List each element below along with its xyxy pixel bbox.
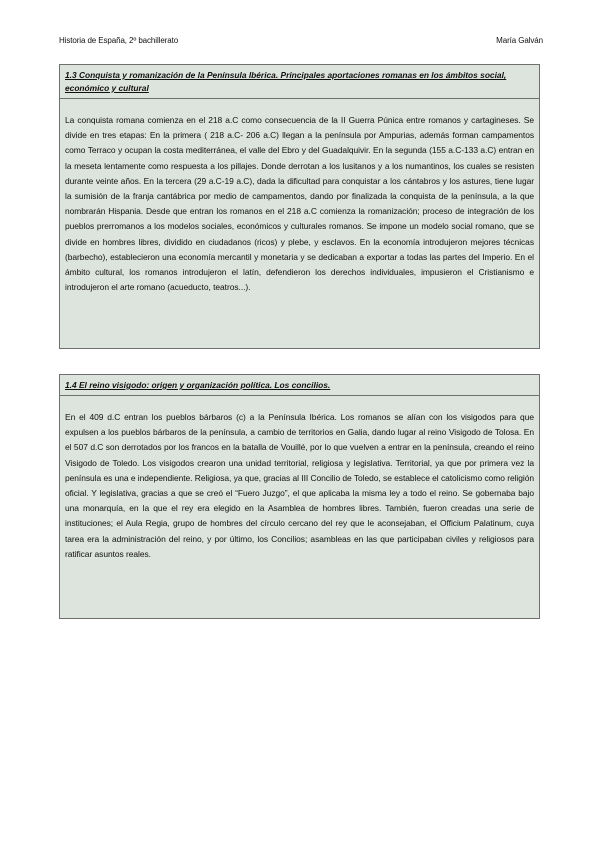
section-box-1-4 [59, 374, 540, 619]
section-title: 1.4 El reino visigodo: origen y organización política. Los concilios. [60, 375, 539, 396]
header-course: Historia de España, 2º bachillerato [59, 36, 179, 45]
page-header [59, 36, 543, 45]
section-title: 1.3 Conquista y romanización de la Península Ibérica. Principales aportaciones romanas en los ámbitos social, económico y cultural [60, 65, 539, 99]
section-body: En el 409 d.C entran los pueblos bárbaros (c) a la Península Ibérica. Los romanos se alían con los visigodos para que expulsen a los pueblos bárbaros de la península, a cambio de territorios en Galia, dando lugar al reino Visigodo de Tolosa. En el 507 d.C son derrotados por los francos en la batalla de Vouillé, por lo que vuelven a entrar en la península, creando el reino Visigodo de Toledo. Los visigodos crearon una unidad territorial, religiosa y legislativa. Territorial, ya que por primera vez la península es una e independiente. Religiosa, ya que, gracias al III Concilio de Toledo, se establece el catolicismo como religión oficial. Y legislativa, gracias a que se creó el “Fuero Juzgo”, el que aplicaba la misma ley a todo el reino. Se gobernaba bajo una monarquía, en la que el rey era elegido en la Asamblea de hombres libres. También, fueron creadas una serie de instituciones; el Aula Regia, grupo de hombres del círculo cercano del rey que le aconsejaban, el Officium Palatinum, cuya tarea era la administración del reino, y por último, los Concilios; asambleas en las que participaban civiles y religiosos para ratificar asuntos reales. [65, 412, 534, 559]
header-author: María Galván [496, 36, 543, 45]
section-box-1-3 [59, 64, 540, 349]
section-body: La conquista romana comienza en el 218 a.C como consecuencia de la II Guerra Púnica entre romanos y cartagineses. Se divide en tres etapas: En la primera ( 218 a.C- 206 a.C) llegan a la península por Ampurias, además forman campamentos como Terraco y ocupan la costa mediterránea, el valle del Ebro y del Guadalquivir. En la segunda (155 a.C-133 a.C) entran en la meseta lentamente como respuesta a los pillajes. Donde derrotan a los lusitanos y a los numantinos, los cuales se resisten durante veinte años. En la tercera (29 a.C-19 a.C), dada la dificultad para conquistar a los cántabros y los astures, tiene lugar la sumisión de la franja cantábrica por medio de campamentos, dando por finalizada la conquista de la península, a la que nombrarán Hispania. Desde que entran los romanos en el 218 a.C comienza la romanización; proceso de integración de los pueblos prerromanos a los modelos sociales, económicos y culturales romanos. Se impone un modelo social romano, que se divide en hombres libres, dividido en ciudadanos (ricos) y plebe, y esclavos. En la economía introdujeron mejores técnicas (barbecho), establecieron una economía mercantil y monetaria y se dedicaban a exportar a todas las partes del Imperio. En el ámbito cultural, los romanos introdujeron el latín, defendieron los derechos individuales, impusieron el Cristianismo e introdujeron el arte romano (acueducto, teatros...). [65, 115, 534, 293]
